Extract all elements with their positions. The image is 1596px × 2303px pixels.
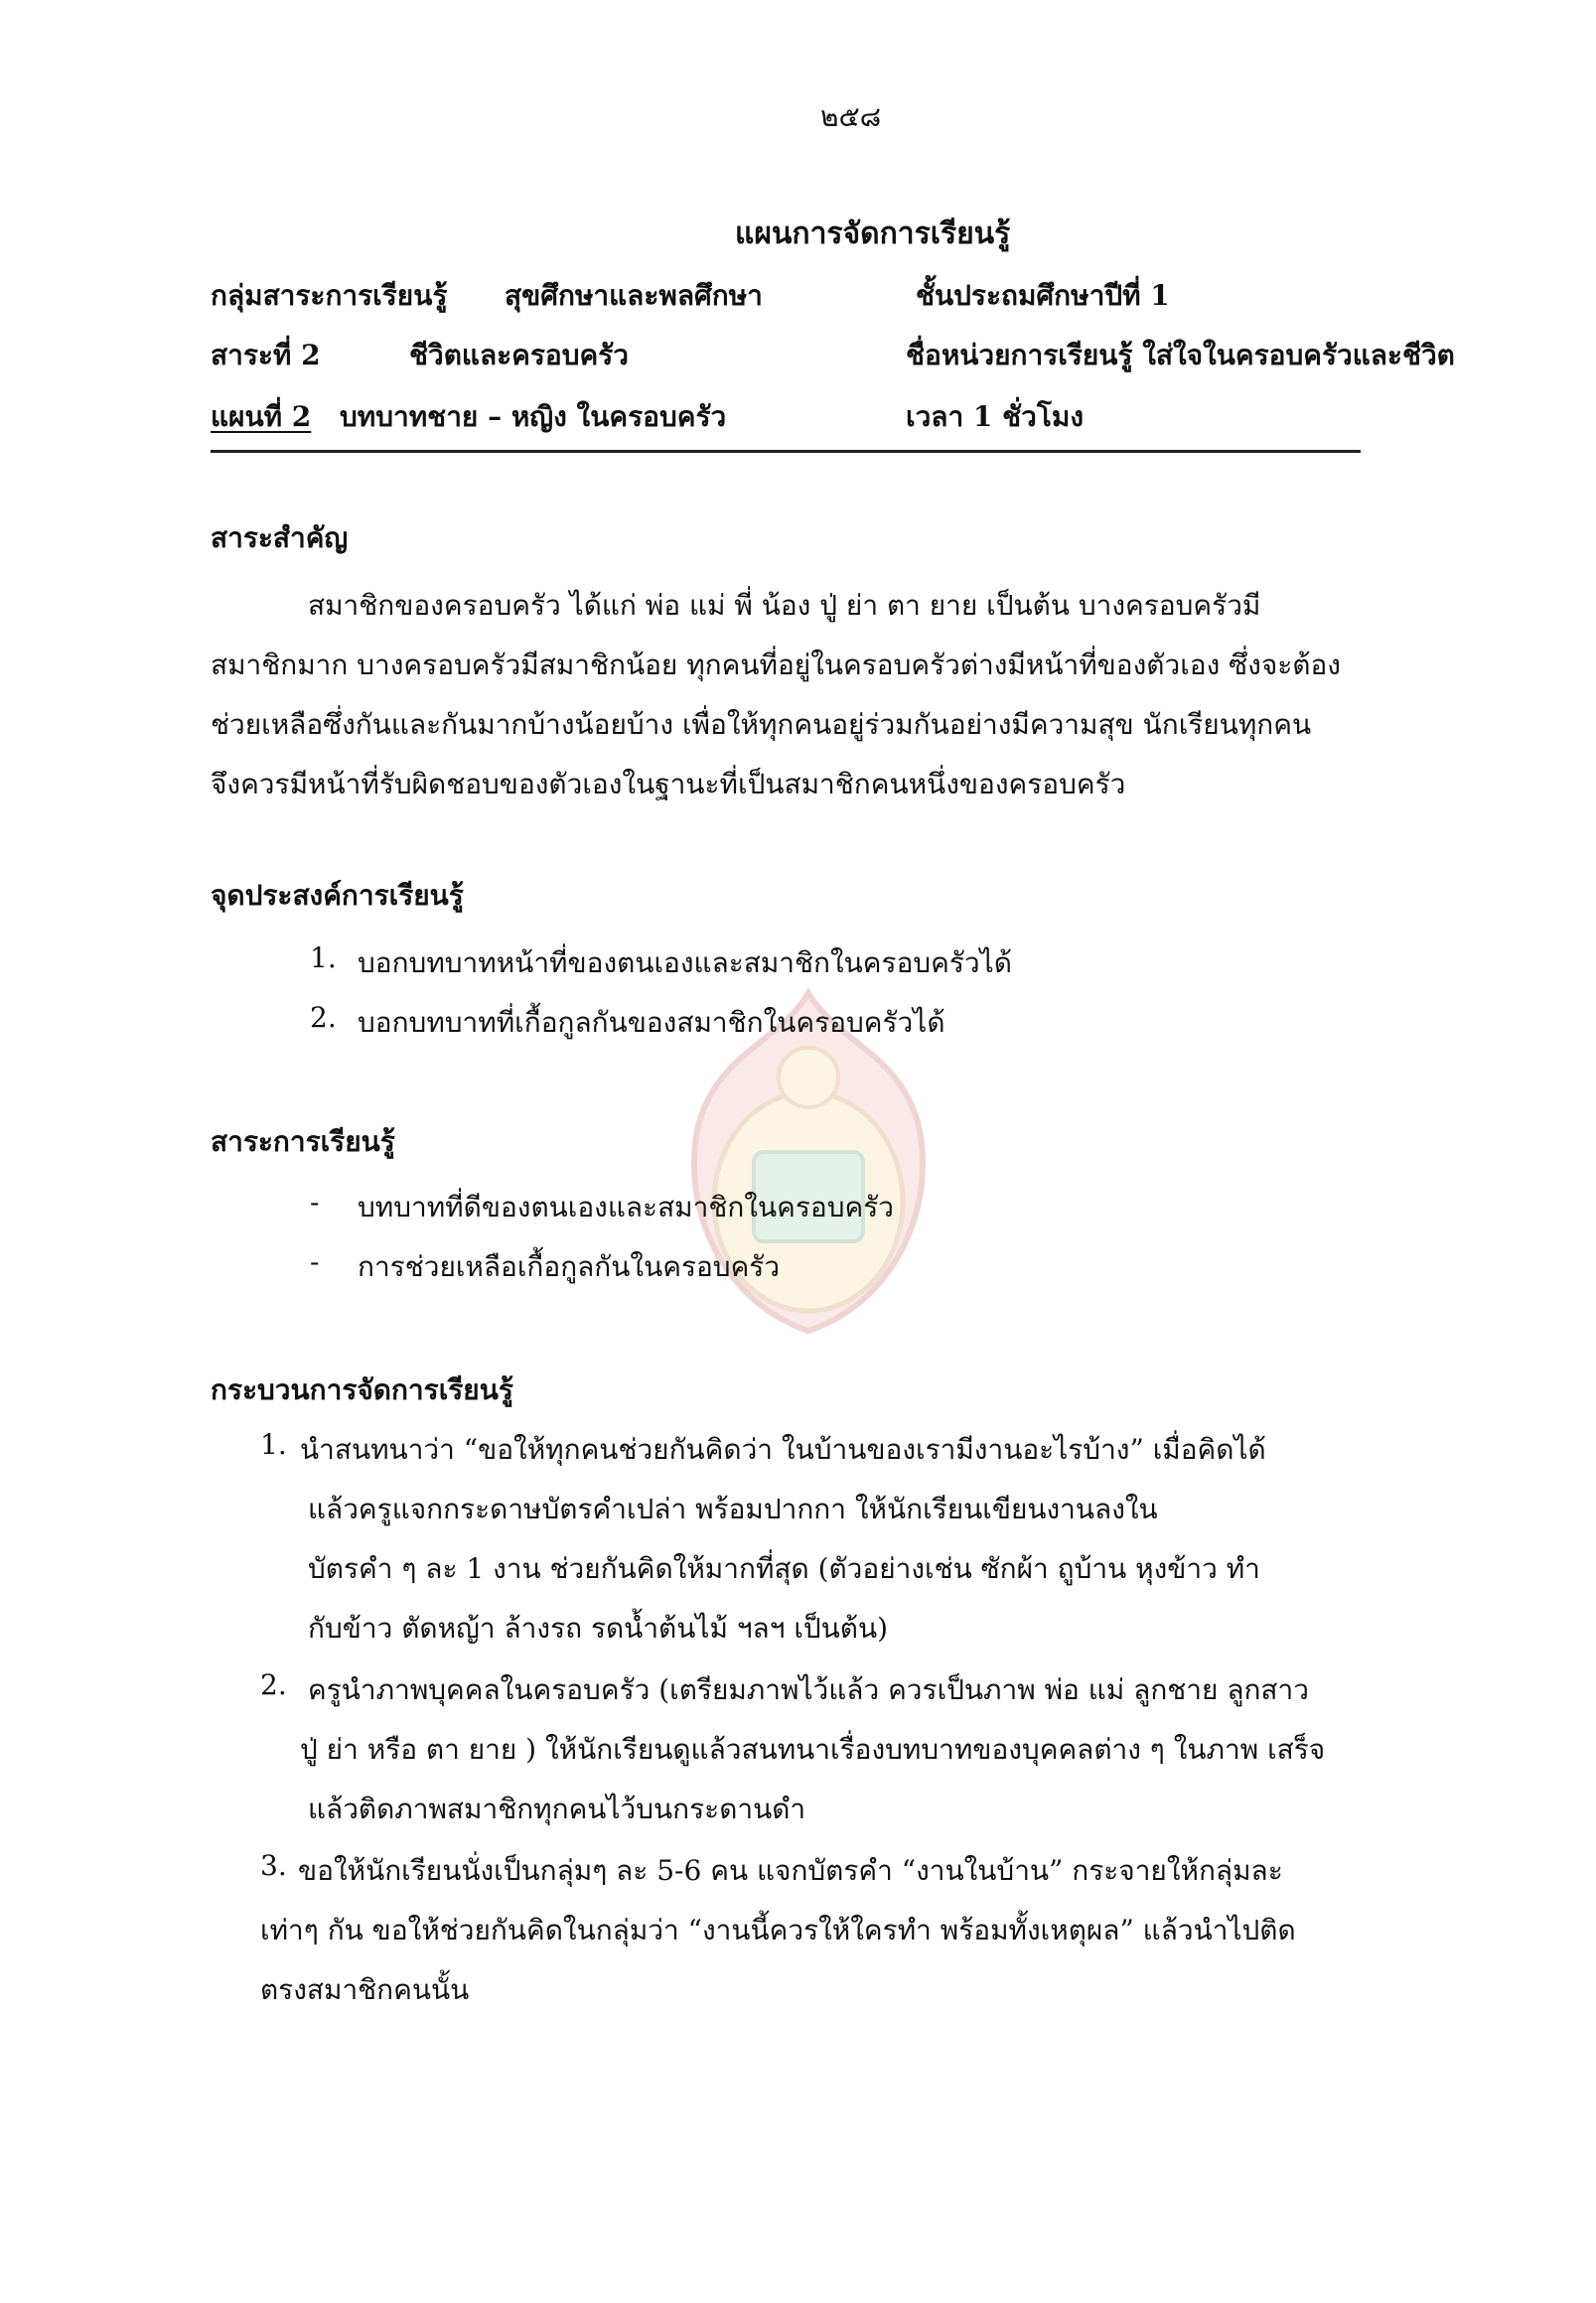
step-line: แล้วครูแจกกระดาษบัตรคำเปล่า พร้อมปากกา ให้นักเรียนเขียนงานลงใน: [308, 1493, 1158, 1525]
grade-level: ชั้นประถมศึกษาปีที่ 1: [916, 279, 1170, 312]
content-item: การช่วยเหลือเกื้อกูลกันในครอบครัว: [358, 1250, 781, 1283]
step-line: ครูนำภาพบุคคลในครอบครัว (เตรียมภาพไว้แล้ว ควรเป็นภาพ พ่อ แม่ ลูกชาย ลูกสาว: [308, 1673, 1309, 1706]
strand-label: สาระที่ 2: [211, 339, 321, 371]
objective-number: 1.: [310, 941, 337, 974]
key-concept-line: สมาชิกมาก บางครอบครัวมีสมาชิกน้อย ทุกคนที่อยู่ในครอบครัวต่างมีหน้าที่ของตัวเอง ซึ่งจะต้อง: [211, 648, 1341, 681]
step-number: 2.: [260, 1668, 287, 1701]
objective-number: 2.: [310, 1001, 337, 1034]
step-line: แล้วติดภาพสมาชิกทุกคนไว้บนกระดานดำ: [308, 1793, 806, 1825]
key-concept-line: สมาชิกของครอบครัว ได้แก่ พ่อ แม่ พี่ น้อง ปู่ ย่า ตา ยาย เป็นต้น บางครอบครัวมี: [308, 589, 1261, 622]
page-title: แผนการจัดการเรียนรู้: [735, 216, 1011, 251]
objectives-heading: จุดประสงค์การเรียนรู้: [211, 879, 464, 912]
step-line: บัตรคำ ๆ ละ 1 งาน ช่วยกันคิดให้มากที่สุด (ตัวอย่างเช่น ซักผ้า ถูบ้าน หุงข้าว ทำ: [308, 1552, 1260, 1585]
strand-value: ชีวิตและครอบครัว: [409, 339, 630, 371]
step-number: 3.: [260, 1849, 287, 1882]
step-line: ปู่ ย่า หรือ ตา ยาย ) ให้นักเรียนดูแล้วสนทนาเรื่องบทบาทของบุคคลต่าง ๆ ในภาพ เสร็จ: [300, 1733, 1326, 1766]
step-line: กับข้าว ตัดหญ้า ล้างรถ รดน้ำต้นไม้ ฯลฯ เป็นต้น): [308, 1612, 889, 1645]
key-concept-line: จึงควรมีหน้าที่รับผิดชอบของตัวเองในฐานะที่เป็นสมาชิกคนหนึ่งของครอบครัว: [211, 768, 1126, 800]
plan-value: บทบาทชาย – หญิง ในครอบครัว: [340, 400, 727, 433]
content-item: บทบาทที่ดีของตนเองและสมาชิกในครอบครัว: [358, 1191, 894, 1223]
content-bullet: -: [310, 1186, 320, 1219]
plan-label: แผนที่ 2: [211, 400, 312, 433]
key-concept-line: ช่วยเหลือซึ่งกันและกันมากบ้างน้อยบ้าง เพื่อให้ทุกคนอยู่ร่วมกันอย่างมีความสุข นักเรียนทุกคน: [211, 708, 1312, 741]
objective-text: บอกบทบาทที่เกื้อกูลกันของสมาชิกในครอบครัวได้: [358, 1006, 945, 1039]
time-allocation: เวลา 1 ชั่วโมง: [906, 400, 1085, 433]
unit-name: ชื่อหน่วยการเรียนรู้ ใส่ใจในครอบครัวและชีวิต: [906, 339, 1455, 371]
step-line: ขอให้นักเรียนนั่งเป็นกลุ่มๆ ละ 5-6 คน แจกบัตรคำ “งานในบ้าน” กระจายให้กลุ่มละ: [298, 1854, 1283, 1887]
step-number: 1.: [260, 1428, 287, 1461]
objective-text: บอกบทบาทหน้าที่ของตนเองและสมาชิกในครอบครัวได้: [358, 946, 1012, 979]
step-line: นำสนทนาว่า “ขอให้ทุกคนช่วยกันคิดว่า ในบ้านของเรามีงานอะไรบ้าง” เมื่อคิดได้: [300, 1433, 1266, 1466]
subject-group-label: กลุ่มสาระการเรียนรู้: [211, 279, 448, 312]
subject-group-value: สุขศึกษาและพลศึกษา: [505, 279, 763, 312]
process-heading: กระบวนการจัดการเรียนรู้: [211, 1373, 513, 1406]
step-line: ตรงสมาชิกคนนั้น: [260, 1973, 470, 2006]
key-concept-heading: สาระสำคัญ: [211, 521, 349, 554]
content-heading: สาระการเรียนรู้: [211, 1125, 395, 1158]
header-divider: [211, 450, 1361, 453]
step-line: เท่าๆ กัน ขอให้ช่วยกันคิดในกลุ่มว่า “งานนี้ควรให้ใครทำ พร้อมทั้งเหตุผล” แล้วนำไปติด: [260, 1914, 1296, 1946]
page-number: ๒๕๘: [820, 100, 882, 133]
content-bullet: -: [310, 1245, 320, 1278]
